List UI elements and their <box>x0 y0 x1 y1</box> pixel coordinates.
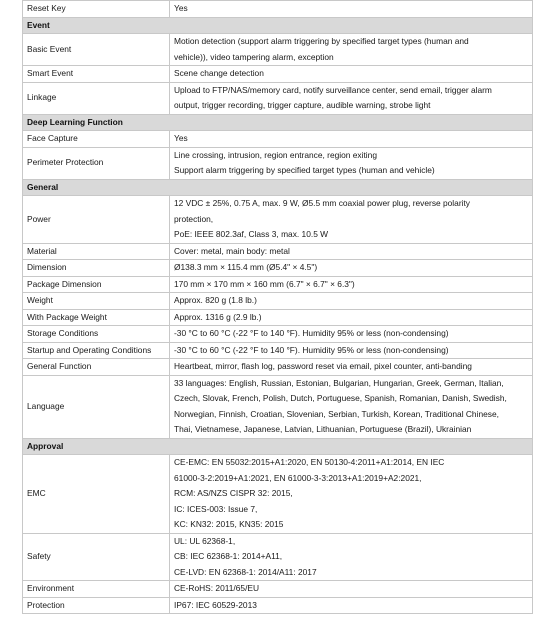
spec-key: Reset Key <box>23 1 170 18</box>
spec-key: Storage Conditions <box>23 326 170 343</box>
spec-value-line: Line crossing, intrusion, region entrance, region exiting <box>174 149 377 160</box>
spec-value <box>170 342 533 359</box>
spec-row <box>23 342 533 359</box>
section-header-row <box>23 17 533 34</box>
spec-key: Safety <box>23 533 170 581</box>
spec-value-line: IC: ICES-003: Issue 7, <box>174 503 258 514</box>
spec-row <box>23 147 533 179</box>
spec-row <box>23 276 533 293</box>
spec-value <box>170 131 533 148</box>
spec-value <box>170 66 533 83</box>
spec-value-line: Heartbeat, mirror, flash log, password reset via email, pixel counter, anti-banding <box>174 361 472 371</box>
spec-key: Material <box>23 243 170 260</box>
spec-value <box>170 375 533 438</box>
spec-value <box>170 455 533 534</box>
spec-value-line: -30 °C to 60 °C (-22 °F to 140 °F). Humidity 95% or less (non-condensing) <box>174 344 449 355</box>
spec-value-line: Yes <box>174 133 188 143</box>
spec-value <box>170 533 533 581</box>
spec-value-line: Approx. 1316 g (2.9 lb.) <box>174 311 262 322</box>
section-title: Approval <box>23 438 533 455</box>
spec-row <box>23 243 533 260</box>
spec-key: Package Dimension <box>23 276 170 293</box>
spec-value <box>170 326 533 343</box>
spec-value-line: Scene change detection <box>174 68 264 78</box>
spec-key: Environment <box>23 581 170 598</box>
spec-key: Basic Event <box>23 34 170 66</box>
section-title: General <box>23 179 533 196</box>
spec-key: Language <box>23 375 170 438</box>
spec-value-line: protection, <box>174 213 214 224</box>
spec-value-line: Upload to FTP/NAS/memory card, notify surveillance center, send email, trigger alarm <box>174 84 492 95</box>
spec-value-line: Support alarm triggering by specified target types (human and vehicle) <box>174 165 435 175</box>
spec-key: General Function <box>23 359 170 376</box>
spec-value-line: vehicle)), video tampering alarm, exception <box>174 51 334 62</box>
spec-value-line: Cover: metal, main body: metal <box>174 245 290 256</box>
spec-value-line: Norwegian, Finnish, Croatian, Slovenian, Serbian, Turkish, Korean, Traditional Chinese, <box>174 408 499 419</box>
spec-row <box>23 131 533 148</box>
spec-row <box>23 597 533 614</box>
spec-key: EMC <box>23 455 170 534</box>
spec-value-line: output, trigger recording, trigger capture, audible warning, strobe light <box>174 100 431 110</box>
spec-value <box>170 309 533 326</box>
spec-value-line: CB: IEC 62368-1: 2014+A11, <box>174 551 283 561</box>
spec-value-line: RCM: AS/NZS CISPR 32: 2015, <box>174 488 293 498</box>
spec-value-line: 61000-3-2:2019+A1:2021, EN 61000-3-3:2013+A1:2019+A2:2021, <box>174 472 422 483</box>
spec-value <box>170 597 533 614</box>
spec-row <box>23 34 533 66</box>
spec-row <box>23 455 533 534</box>
spec-key: With Package Weight <box>23 309 170 326</box>
spec-value-line: 170 mm × 170 mm × 160 mm (6.7" × 6.7" × 6.3") <box>174 278 355 289</box>
section-header-row <box>23 438 533 455</box>
spec-value-line: Ø138.3 mm × 115.4 mm (Ø5.4" × 4.5") <box>174 262 318 272</box>
section-title: Event <box>23 17 533 34</box>
spec-key: Startup and Operating Conditions <box>23 342 170 359</box>
spec-row <box>23 66 533 83</box>
spec-row <box>23 581 533 598</box>
spec-value-line: Czech, Slovak, French, Polish, Dutch, Portuguese, Spanish, Romanian, Danish, Swedish, <box>174 393 507 403</box>
spec-value-line: 33 languages: English, Russian, Estonian, Bulgarian, Hungarian, Greek, German, Italian, <box>174 377 504 388</box>
spec-value-line: CE-EMC: EN 55032:2015+A1:2020, EN 50130-4:2011+A1:2014, EN IEC <box>174 457 445 467</box>
section-header-row <box>23 179 533 196</box>
spec-key: Weight <box>23 293 170 310</box>
spec-value <box>170 82 533 114</box>
spec-value-line: UL: UL 62368-1, <box>174 535 236 546</box>
spec-row <box>23 326 533 343</box>
spec-value-line: CE-LVD: EN 62368-1: 2014/A11: 2017 <box>174 566 317 577</box>
spec-row <box>23 375 533 438</box>
spec-key: Smart Event <box>23 66 170 83</box>
spec-value <box>170 243 533 260</box>
spec-value <box>170 260 533 277</box>
spec-value-line: PoE: IEEE 802.3af, Class 3, max. 10.5 W <box>174 229 329 239</box>
spec-value <box>170 581 533 598</box>
spec-value-line: Thai, Vietnamese, Japanese, Latvian, Lithuanian, Portuguese (Brazil), Ukrainian <box>174 424 472 434</box>
spec-row <box>23 260 533 277</box>
spec-row <box>23 309 533 326</box>
spec-value <box>170 276 533 293</box>
spec-value <box>170 359 533 376</box>
spec-value-line: -30 °C to 60 °C (-22 °F to 140 °F). Humidity 95% or less (non-condensing) <box>174 328 449 338</box>
spec-value-line: Approx. 820 g (1.8 lb.) <box>174 295 257 305</box>
spec-value <box>170 1 533 18</box>
spec-key: Dimension <box>23 260 170 277</box>
spec-value <box>170 196 533 244</box>
spec-key: Face Capture <box>23 131 170 148</box>
spec-table <box>22 0 533 614</box>
spec-value-line: IP67: IEC 60529-2013 <box>174 599 257 610</box>
spec-key: Power <box>23 196 170 244</box>
spec-row <box>23 293 533 310</box>
section-header-row <box>23 114 533 131</box>
spec-key: Protection <box>23 597 170 614</box>
spec-value-line: 12 VDC ± 25%, 0.75 A, max. 9 W, Ø5.5 mm coaxial power plug, reverse polarity <box>174 198 470 208</box>
spec-row <box>23 359 533 376</box>
spec-table-body <box>23 1 533 614</box>
spec-row <box>23 1 533 18</box>
spec-value <box>170 147 533 179</box>
spec-value <box>170 293 533 310</box>
spec-row <box>23 82 533 114</box>
spec-value-line: Yes <box>174 3 188 13</box>
spec-key: Linkage <box>23 82 170 114</box>
section-title: Deep Learning Function <box>23 114 533 131</box>
spec-row <box>23 533 533 581</box>
spec-value-line: CE-RoHS: 2011/65/EU <box>174 583 260 593</box>
spec-row <box>23 196 533 244</box>
spec-value-line: KC: KN32: 2015, KN35: 2015 <box>174 519 284 529</box>
spec-value <box>170 34 533 66</box>
spec-key: Perimeter Protection <box>23 147 170 179</box>
spec-value-line: Motion detection (support alarm triggering by specified target types (human and <box>174 36 469 46</box>
